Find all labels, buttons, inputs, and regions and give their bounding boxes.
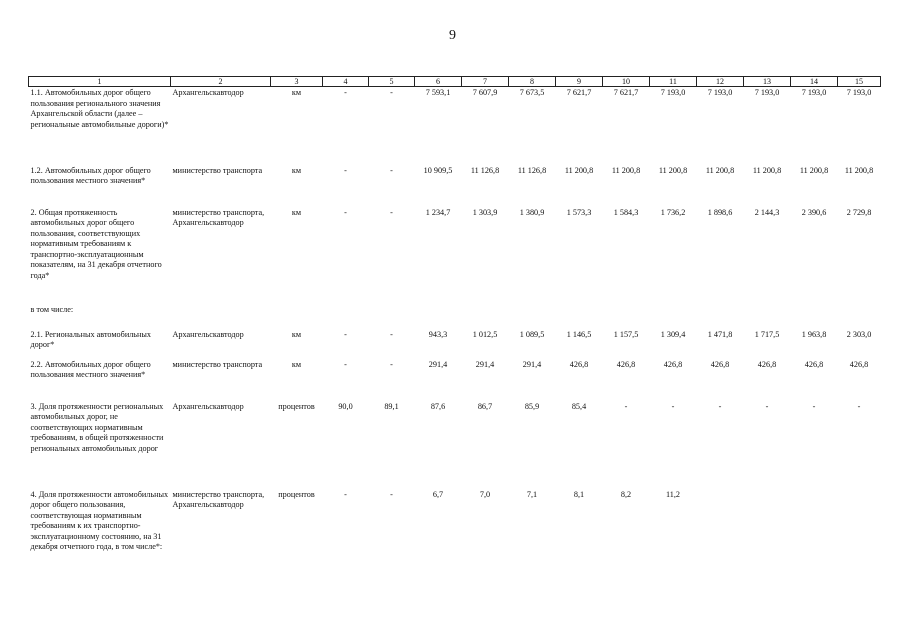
value-cell: - (344, 165, 347, 175)
column-header: 12 (697, 77, 744, 87)
value-cell: 11 200,8 (799, 165, 829, 175)
value-cell: - (718, 401, 722, 411)
table-body (29, 87, 881, 579)
unit-cell: процентов (278, 489, 315, 499)
value-cell: 11 200,8 (844, 165, 874, 175)
value-cell: 11 126,8 (470, 165, 500, 175)
value-cell: 1 573,3 (566, 207, 592, 217)
value-cell: - (344, 207, 347, 217)
value-cell: - (390, 207, 393, 217)
value-cell (556, 305, 603, 329)
table-row (29, 87, 881, 165)
unit-cell: км (291, 207, 302, 217)
value-cell (323, 305, 369, 329)
table-row (29, 359, 881, 401)
value-cell: 1 012,5 (472, 329, 498, 339)
value-cell: 11,2 (665, 489, 681, 499)
indicator-name: 2.1. Региональных автомобильных дорог* (30, 329, 151, 350)
value-cell: 7 193,0 (660, 88, 686, 97)
table-row (29, 305, 881, 329)
value-cell: 1 146,5 (566, 329, 592, 339)
page-number: 9 (449, 28, 456, 43)
table-row (29, 329, 881, 359)
column-header: 14 (791, 77, 838, 87)
value-cell: 2 303,0 (846, 329, 872, 339)
value-cell: - (390, 359, 393, 369)
unit-cell: км (291, 359, 302, 369)
column-number-row (29, 77, 881, 87)
value-cell: 7 193,0 (754, 88, 780, 97)
value-cell: 2 144,3 (754, 207, 780, 217)
value-cell: 85,4 (571, 401, 587, 411)
value-cell: 89,1 (384, 401, 399, 411)
value-cell: - (344, 359, 347, 369)
value-cell: 7 673,5 (519, 88, 545, 97)
indicator-name: 3. Доля протяженности региональных автомобильных дорог, не соответствующих нормативным требованиям, в общей протяженности региональных автомобильных дорог (30, 401, 164, 453)
value-cell: 7 593,1 (425, 88, 451, 97)
column-header: 10 (603, 77, 650, 87)
value-cell: - (344, 489, 347, 499)
value-cell: 90,0 (338, 401, 353, 411)
value-cell: - (624, 401, 628, 411)
unit-cell: км (291, 88, 302, 97)
indicators-table (28, 76, 881, 579)
table-row (29, 165, 881, 207)
value-cell: - (671, 401, 675, 411)
value-cell: 7 621,7 (613, 88, 639, 97)
value-cell (838, 489, 881, 579)
value-cell: 86,7 (477, 401, 493, 411)
responsible-executor: министерство транспорта (172, 359, 263, 369)
responsible-executor: министерство транспорта, Архангельскавтодор (172, 489, 265, 510)
value-cell: 11 126,8 (517, 165, 547, 175)
value-cell: 7,1 (526, 489, 538, 499)
value-cell: 7,0 (479, 489, 491, 499)
column-header: 15 (838, 77, 881, 87)
value-cell (603, 305, 650, 329)
value-cell (462, 305, 509, 329)
value-cell: 1 898,6 (707, 207, 733, 217)
value-cell: - (857, 401, 861, 411)
value-cell (697, 489, 744, 579)
value-cell (791, 305, 838, 329)
value-cell: 291,4 (428, 359, 448, 369)
value-cell (744, 305, 791, 329)
column-header: 7 (462, 77, 509, 87)
responsible-executor: министерство транспорта (172, 165, 263, 175)
column-header: 13 (744, 77, 791, 87)
unit-cell: км (291, 165, 302, 175)
column-header: 1 (29, 77, 171, 87)
value-cell: 1 717,5 (754, 329, 780, 339)
indicator-name: 2. Общая протяженность автомобильных дорог общего пользования, соответствующих нормативным требованиям к транспортно-эксплуатационным показателям, на 31 декабря отчетного года* (30, 207, 162, 281)
column-header: 4 (323, 77, 369, 87)
value-cell: 1 157,5 (613, 329, 639, 339)
value-cell: 1 303,9 (472, 207, 498, 217)
value-cell: 87,6 (430, 401, 446, 411)
indicator-name: 4. Доля протяженности автомобильных дорог общего пользования, соответствующая нормативным требованиям к их транспортно-эксплуатационному состоянию, на 31 декабря отчетного года, в том числе*: (30, 489, 169, 552)
column-header: 6 (415, 77, 462, 87)
responsible-executor (171, 305, 271, 329)
value-cell: 11 200,8 (658, 165, 688, 175)
value-cell: 2 390,6 (801, 207, 827, 217)
value-cell: 11 200,8 (564, 165, 594, 175)
value-cell (509, 305, 556, 329)
value-cell: 7 607,9 (472, 88, 498, 97)
value-cell: 7 193,0 (801, 88, 827, 97)
value-cell: 1 471,8 (707, 329, 733, 339)
value-cell: 426,8 (569, 359, 589, 369)
value-cell: - (390, 165, 393, 175)
value-cell: 2 729,8 (846, 207, 872, 217)
value-cell: 1 380,9 (519, 207, 545, 217)
value-cell: 85,9 (524, 401, 540, 411)
column-header: 8 (509, 77, 556, 87)
indicator-name: в том числе: (30, 304, 74, 314)
value-cell (697, 305, 744, 329)
unit-cell (271, 305, 323, 329)
column-header: 11 (650, 77, 697, 87)
value-cell: 7 621,7 (566, 88, 592, 97)
value-cell (650, 305, 697, 329)
value-cell (744, 489, 791, 579)
value-cell: 1 234,7 (425, 207, 451, 217)
value-cell: 10 909,5 (423, 165, 453, 175)
value-cell (791, 489, 838, 579)
value-cell: 8,2 (620, 489, 632, 499)
value-cell: 426,8 (710, 359, 730, 369)
value-cell: 11 200,8 (705, 165, 735, 175)
value-cell: 1 963,8 (801, 329, 827, 339)
indicator-name: 1.1. Автомобильных дорог общего пользования регионального значения Архангельской области (далее – региональные автомобильные дороги)* (30, 88, 169, 129)
responsible-executor: министерство транспорта, Архангельскавтодор (172, 207, 265, 228)
value-cell: 11 200,8 (752, 165, 782, 175)
column-header: 9 (556, 77, 603, 87)
value-cell: 426,8 (804, 359, 824, 369)
value-cell: - (765, 401, 769, 411)
value-cell: 1 309,4 (660, 329, 686, 339)
value-cell: 7 193,0 (707, 88, 733, 97)
value-cell (838, 305, 881, 329)
responsible-executor: Архангельскавтодор (172, 88, 244, 97)
value-cell: 291,4 (522, 359, 542, 369)
value-cell: - (390, 489, 393, 499)
value-cell: 426,8 (757, 359, 777, 369)
value-cell: - (390, 329, 393, 339)
table-row (29, 207, 881, 305)
value-cell: 1 089,5 (519, 329, 545, 339)
column-header: 5 (369, 77, 415, 87)
value-cell: 291,4 (475, 359, 495, 369)
value-cell: - (344, 88, 347, 97)
responsible-executor: Архангельскавтодор (172, 401, 244, 411)
responsible-executor: Архангельскавтодор (172, 329, 244, 339)
value-cell: 426,8 (616, 359, 636, 369)
indicator-name: 1.2. Автомобильных дорог общего пользования местного значения* (30, 165, 151, 186)
value-cell: 1 584,3 (613, 207, 639, 217)
unit-cell: процентов (278, 401, 315, 411)
value-cell: 8,1 (573, 489, 585, 499)
value-cell: 7 193,0 (846, 88, 872, 97)
value-cell (369, 305, 415, 329)
value-cell: - (344, 329, 347, 339)
value-cell: 943,3 (428, 329, 448, 339)
value-cell: 11 200,8 (611, 165, 641, 175)
column-header: 3 (271, 77, 323, 87)
value-cell: - (390, 88, 393, 97)
value-cell (415, 305, 462, 329)
indicator-name: 2.2. Автомобильных дорог общего пользования местного значения* (30, 359, 151, 380)
column-header: 2 (171, 77, 271, 87)
value-cell: - (812, 401, 816, 411)
table-row (29, 401, 881, 489)
value-cell: 426,8 (849, 359, 869, 369)
value-cell: 6,7 (432, 489, 444, 499)
value-cell: 426,8 (663, 359, 683, 369)
unit-cell: км (291, 329, 302, 339)
table-row (29, 489, 881, 579)
value-cell: 1 736,2 (660, 207, 686, 217)
